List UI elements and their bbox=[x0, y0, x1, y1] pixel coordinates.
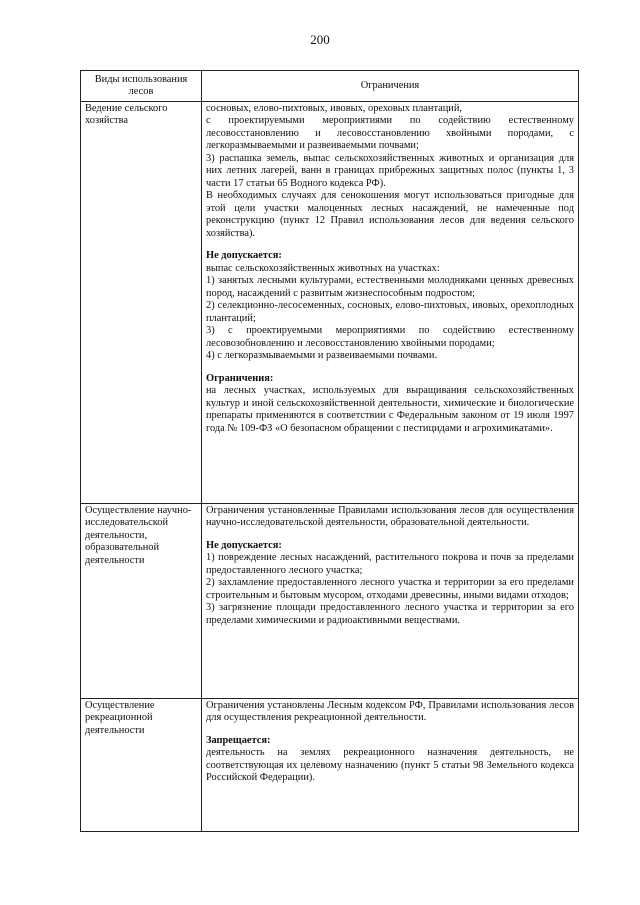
paragraph: 1) занятых лесными культурами, естественными молодняками ценных древесных пород, насаждений с развитым жизнеспособным подростом; bbox=[206, 275, 574, 299]
paragraph-gap bbox=[206, 530, 574, 540]
header-restrictions: Ограничения bbox=[202, 71, 579, 102]
section-heading: Не допускается: bbox=[206, 250, 282, 262]
paragraph: выпас сельскохозяйственных животных на участках: bbox=[206, 262, 440, 274]
section-heading: Не допускается: bbox=[206, 539, 282, 551]
paragraph: сосновых, елово-пихтовых, ивовых, ореховых плантаций, bbox=[206, 103, 463, 114]
paragraph-gap bbox=[206, 363, 574, 373]
paragraph: 1) повреждение лесных насаждений, растительного покрова и почв за пределами предоставленного лесного участка; bbox=[206, 552, 574, 576]
restrictions-cell bbox=[202, 504, 579, 699]
section-heading: Запрещается: bbox=[206, 734, 271, 746]
table-row bbox=[81, 699, 579, 832]
forest-use-type-cell: Осуществление рекреационной деятельности bbox=[81, 699, 202, 832]
paragraph: деятельность на землях рекреационного назначения деятельность, не соответствующая их целевому назначению (пункт 5 статьи 98 Земельного кодекса Российской Федерации). bbox=[206, 747, 574, 784]
paragraph: 3) распашка земель, выпас сельскохозяйственных животных и организация для них летних лагерей, ванн в границах прибрежных защитных полос (пункты 1, 3 части 17 статьи 65 Водного кодекса РФ). bbox=[206, 152, 574, 189]
paragraph-gap bbox=[206, 240, 574, 250]
paragraph: 4) с легкоразмываемыми и развеиваемыми почвами. bbox=[206, 350, 438, 362]
restrictions-cell bbox=[202, 699, 579, 832]
paragraph: 3) загрязнение площади предоставленного лесного участка и территории за его пределами химическими и радиоактивными веществами. bbox=[206, 602, 574, 626]
section-heading: Ограничения: bbox=[206, 372, 274, 384]
paragraph: 3) с проектируемыми мероприятиями по содействию естественному лесовозобновлению и лесовосстановлению хвойными породами; bbox=[206, 325, 574, 349]
paragraph: 2) захламление предоставленного лесного участка и территории за его пределами строительным и бытовым мусором, отходами древесины, иными видами отходов; bbox=[206, 577, 574, 601]
restrictions-table bbox=[80, 70, 579, 832]
paragraph: В необходимых случаях для сенокошения могут использоваться пригодные для этой цели участки малоценных лесных насаждений, не намеченные под реконструкцию (пункт 12 Правил использования лесов для ведения сельского хозяйства). bbox=[206, 190, 574, 239]
header-forest-use-types: Виды использования лесов bbox=[81, 71, 202, 102]
paragraph: Ограничения установленные Правилами использования лесов для осуществления научно-исследовательской деятельности, образовательной деятельности. bbox=[206, 505, 574, 529]
restrictions-cell bbox=[202, 102, 579, 504]
forest-use-type-cell: Осуществление научно-исследовательской деятельности, образовательной деятельности bbox=[81, 504, 202, 699]
paragraph: на лесных участках, используемых для выращивания сельскохозяйственных культур и иной сельскохозяйственной деятельности, химические и биологические препараты применяются в соответствии с Федеральным законом от 19 июля 1997 года № 109-ФЗ «О безопасном обращении с пестицидами и агрохимикатами». bbox=[206, 385, 574, 434]
forest-use-type-cell: Ведение сельского хозяйства bbox=[81, 102, 202, 504]
table-row bbox=[81, 102, 579, 504]
page-number: 200 bbox=[310, 32, 330, 47]
table-row bbox=[81, 504, 579, 699]
paragraph-gap bbox=[206, 725, 574, 735]
paragraph: с проектируемыми мероприятиями по содействию естественному лесовосстановлению и лесовосстановлению хвойными породами, с легкоразмываемыми и развеиваемыми почвами; bbox=[206, 115, 574, 152]
paragraph: 2) селекционно-лесосеменных, сосновых, елово-пихтовых, ивовых, орехоплодных плантаций; bbox=[206, 300, 574, 324]
paragraph: Ограничения установлены Лесным кодексом РФ, Правилами использования лесов для осуществления рекреационной деятельности. bbox=[206, 700, 574, 724]
table-header-row bbox=[81, 71, 579, 102]
